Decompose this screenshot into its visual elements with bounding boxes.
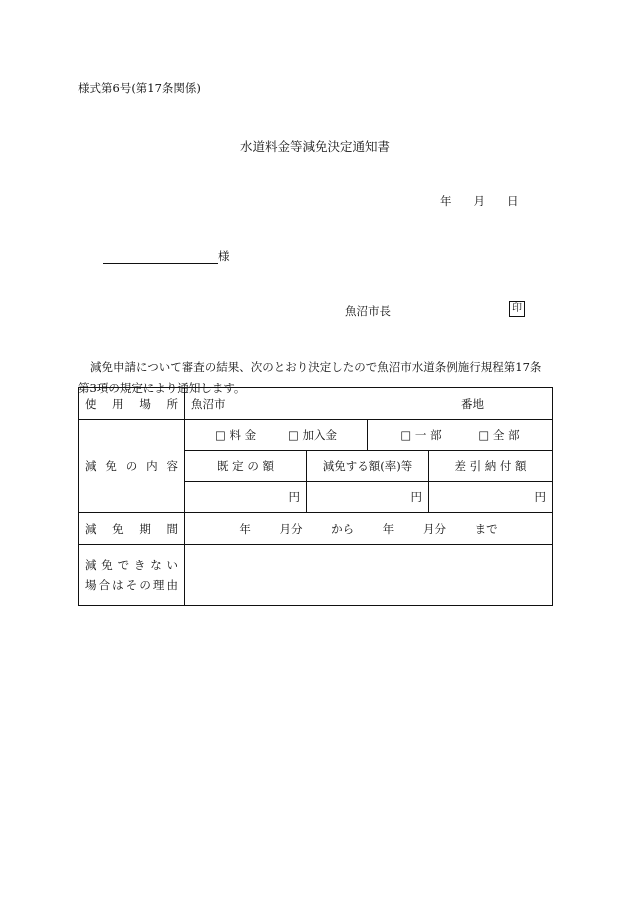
addressee bbox=[103, 248, 230, 264]
location-cell bbox=[185, 388, 553, 420]
net-payment-field[interactable]: 円 bbox=[429, 482, 553, 513]
seal-mark: 印 bbox=[509, 301, 525, 317]
period-to-year: 年 bbox=[382, 521, 395, 536]
location-city: 魚沼市 bbox=[191, 396, 226, 411]
exemption-table bbox=[78, 387, 553, 606]
checkbox-full[interactable]: □ 全 部 bbox=[478, 428, 520, 442]
exemption-content-label: 減免の内容 bbox=[79, 420, 185, 513]
location-suffix: 番地 bbox=[461, 396, 484, 411]
period-from: から bbox=[331, 521, 355, 536]
checkbox-charge[interactable]: □ 料 金 bbox=[214, 428, 257, 442]
period-from-month: 月分 bbox=[279, 521, 303, 536]
date-line bbox=[440, 193, 519, 209]
date-year: 年 bbox=[440, 194, 452, 208]
checkbox-partial[interactable]: □ 一 部 bbox=[400, 428, 442, 442]
reason-field[interactable] bbox=[185, 545, 553, 606]
col-exempt-amount: 減免する額(率)等 bbox=[307, 451, 429, 482]
checkbox-joining-fee[interactable]: □ 加入金 bbox=[288, 428, 338, 442]
col-existing-amount: 既 定 の 額 bbox=[185, 451, 307, 482]
period-cell bbox=[185, 513, 553, 545]
location-label: 使用場所 bbox=[79, 388, 185, 420]
exempt-amount-field[interactable]: 円 bbox=[307, 482, 429, 513]
scope-cell bbox=[368, 420, 553, 451]
addressee-suffix: 様 bbox=[218, 249, 230, 263]
date-month: 月 bbox=[473, 194, 485, 208]
reason-label bbox=[79, 545, 185, 606]
period-label: 減免期間 bbox=[79, 513, 185, 545]
existing-amount-field[interactable]: 円 bbox=[185, 482, 307, 513]
col-net-payment: 差 引 納 付 額 bbox=[429, 451, 553, 482]
issuer-name: 魚沼市長 bbox=[345, 304, 391, 318]
body-text: 減免申請について審査の結果、次のとおり決定したので魚沼市水道条例施行規程第17条第3項の規定により通知します。 bbox=[78, 360, 542, 395]
reason-label-line-1: 減免できない bbox=[85, 558, 178, 572]
document-title: 水道料金等減免決定通知書 bbox=[239, 139, 390, 154]
period-to: まで bbox=[474, 521, 498, 536]
period-from-year: 年 bbox=[239, 521, 251, 536]
charge-type-cell bbox=[185, 420, 368, 451]
period-to-month: 月分 bbox=[422, 521, 446, 536]
date-day: 日 bbox=[507, 194, 519, 208]
addressee-blank-line bbox=[103, 249, 218, 264]
reason-label-line-2: 場合はその理由 bbox=[85, 578, 178, 592]
form-number: 様式第6号(第17条関係) bbox=[78, 81, 201, 95]
